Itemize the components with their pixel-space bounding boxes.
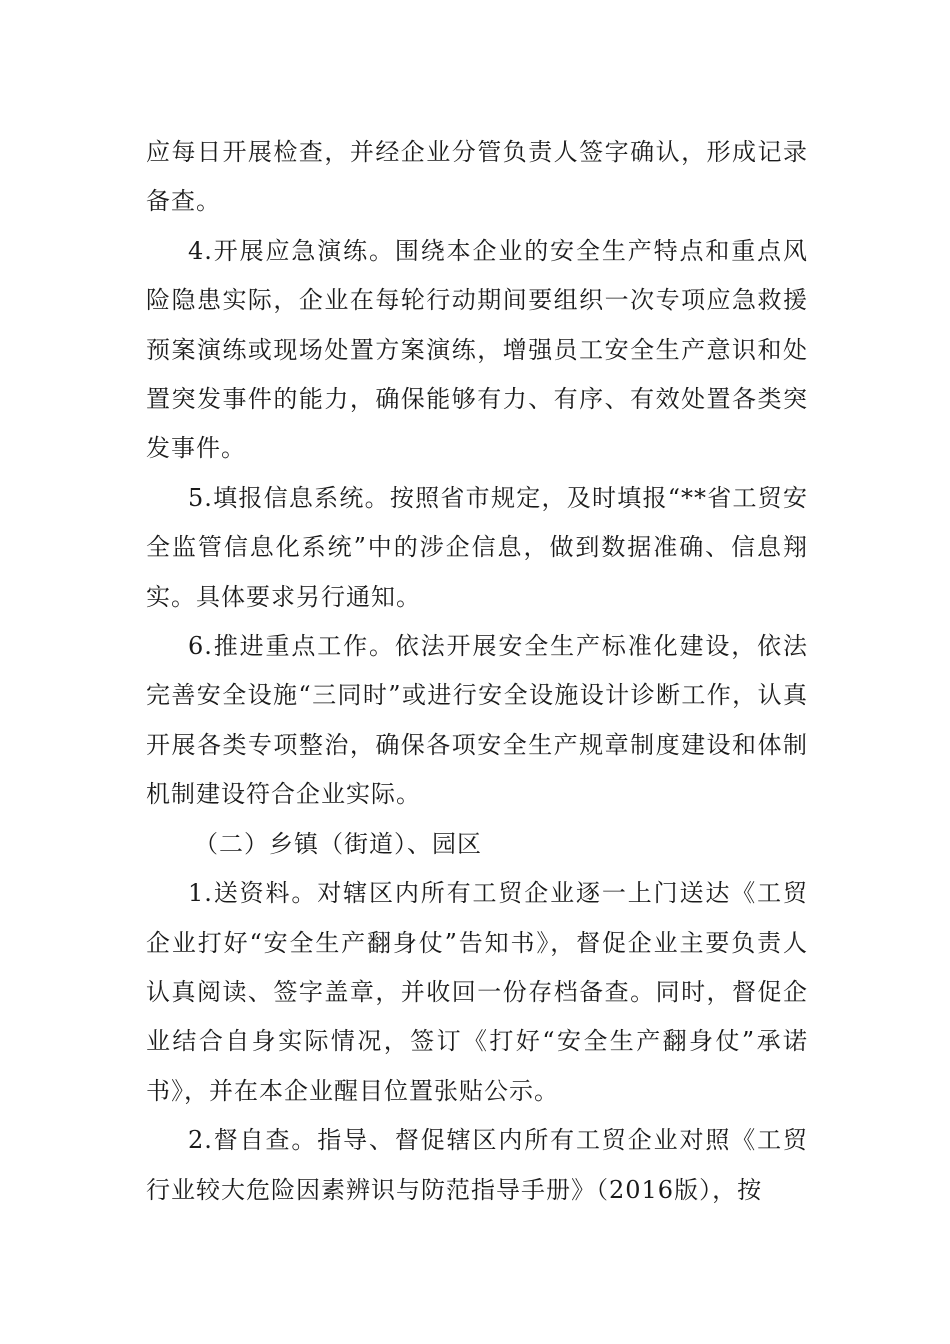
paragraph-info-system: 5.填报信息系统。按照省市规定，及时填报“**省工贸安全监管信息化系统”中的涉企信息，做到数据准确、信息翔实。具体要求另行通知。: [146, 483, 808, 611]
paragraph-self-inspection: 2.督自查。指导、督促辖区内所有工贸企业对照《工贸行业较大危险因素辨识与防范指导手册》（2016版），按: [146, 1126, 808, 1204]
paragraph-key-work: 6.推进重点工作。依法开展安全生产标准化建设，依法完善安全设施“三同时”或进行安全设施设计诊断工作，认真开展各类专项整治，确保各项安全生产规章制度建设和体制机制建设符合企业实际。: [146, 632, 808, 809]
paragraph-emergency-drill: 4.开展应急演练。围绕本企业的安全生产特点和重点风险隐患实际，企业在每轮行动期间要组织一次专项应急救援预案演练或现场处置方案演练，增强员工安全生产意识和处置突发事件的能力，确保能够有力、有序、有效处置各类突发事件。: [146, 236, 808, 463]
section-heading-towns: （二）乡镇（街道）、园区: [194, 829, 482, 858]
paragraph-continuation: 应每日开展检查，并经企业分管负责人签字确认，形成记录备查。: [146, 138, 808, 216]
document-body: [146, 128, 808, 1215]
paragraph-send-materials: 1.送资料。对辖区内所有工贸企业逐一上门送达《工贸企业打好“安全生产翻身仗”告知书》，督促企业主要负责人认真阅读、签字盖章，并收回一份存档备查。同时，督促企业结合自身实际情况，签订《打好“安全生产翻身仗”承诺书》，并在本企业醒目位置张贴公示。: [146, 879, 808, 1105]
